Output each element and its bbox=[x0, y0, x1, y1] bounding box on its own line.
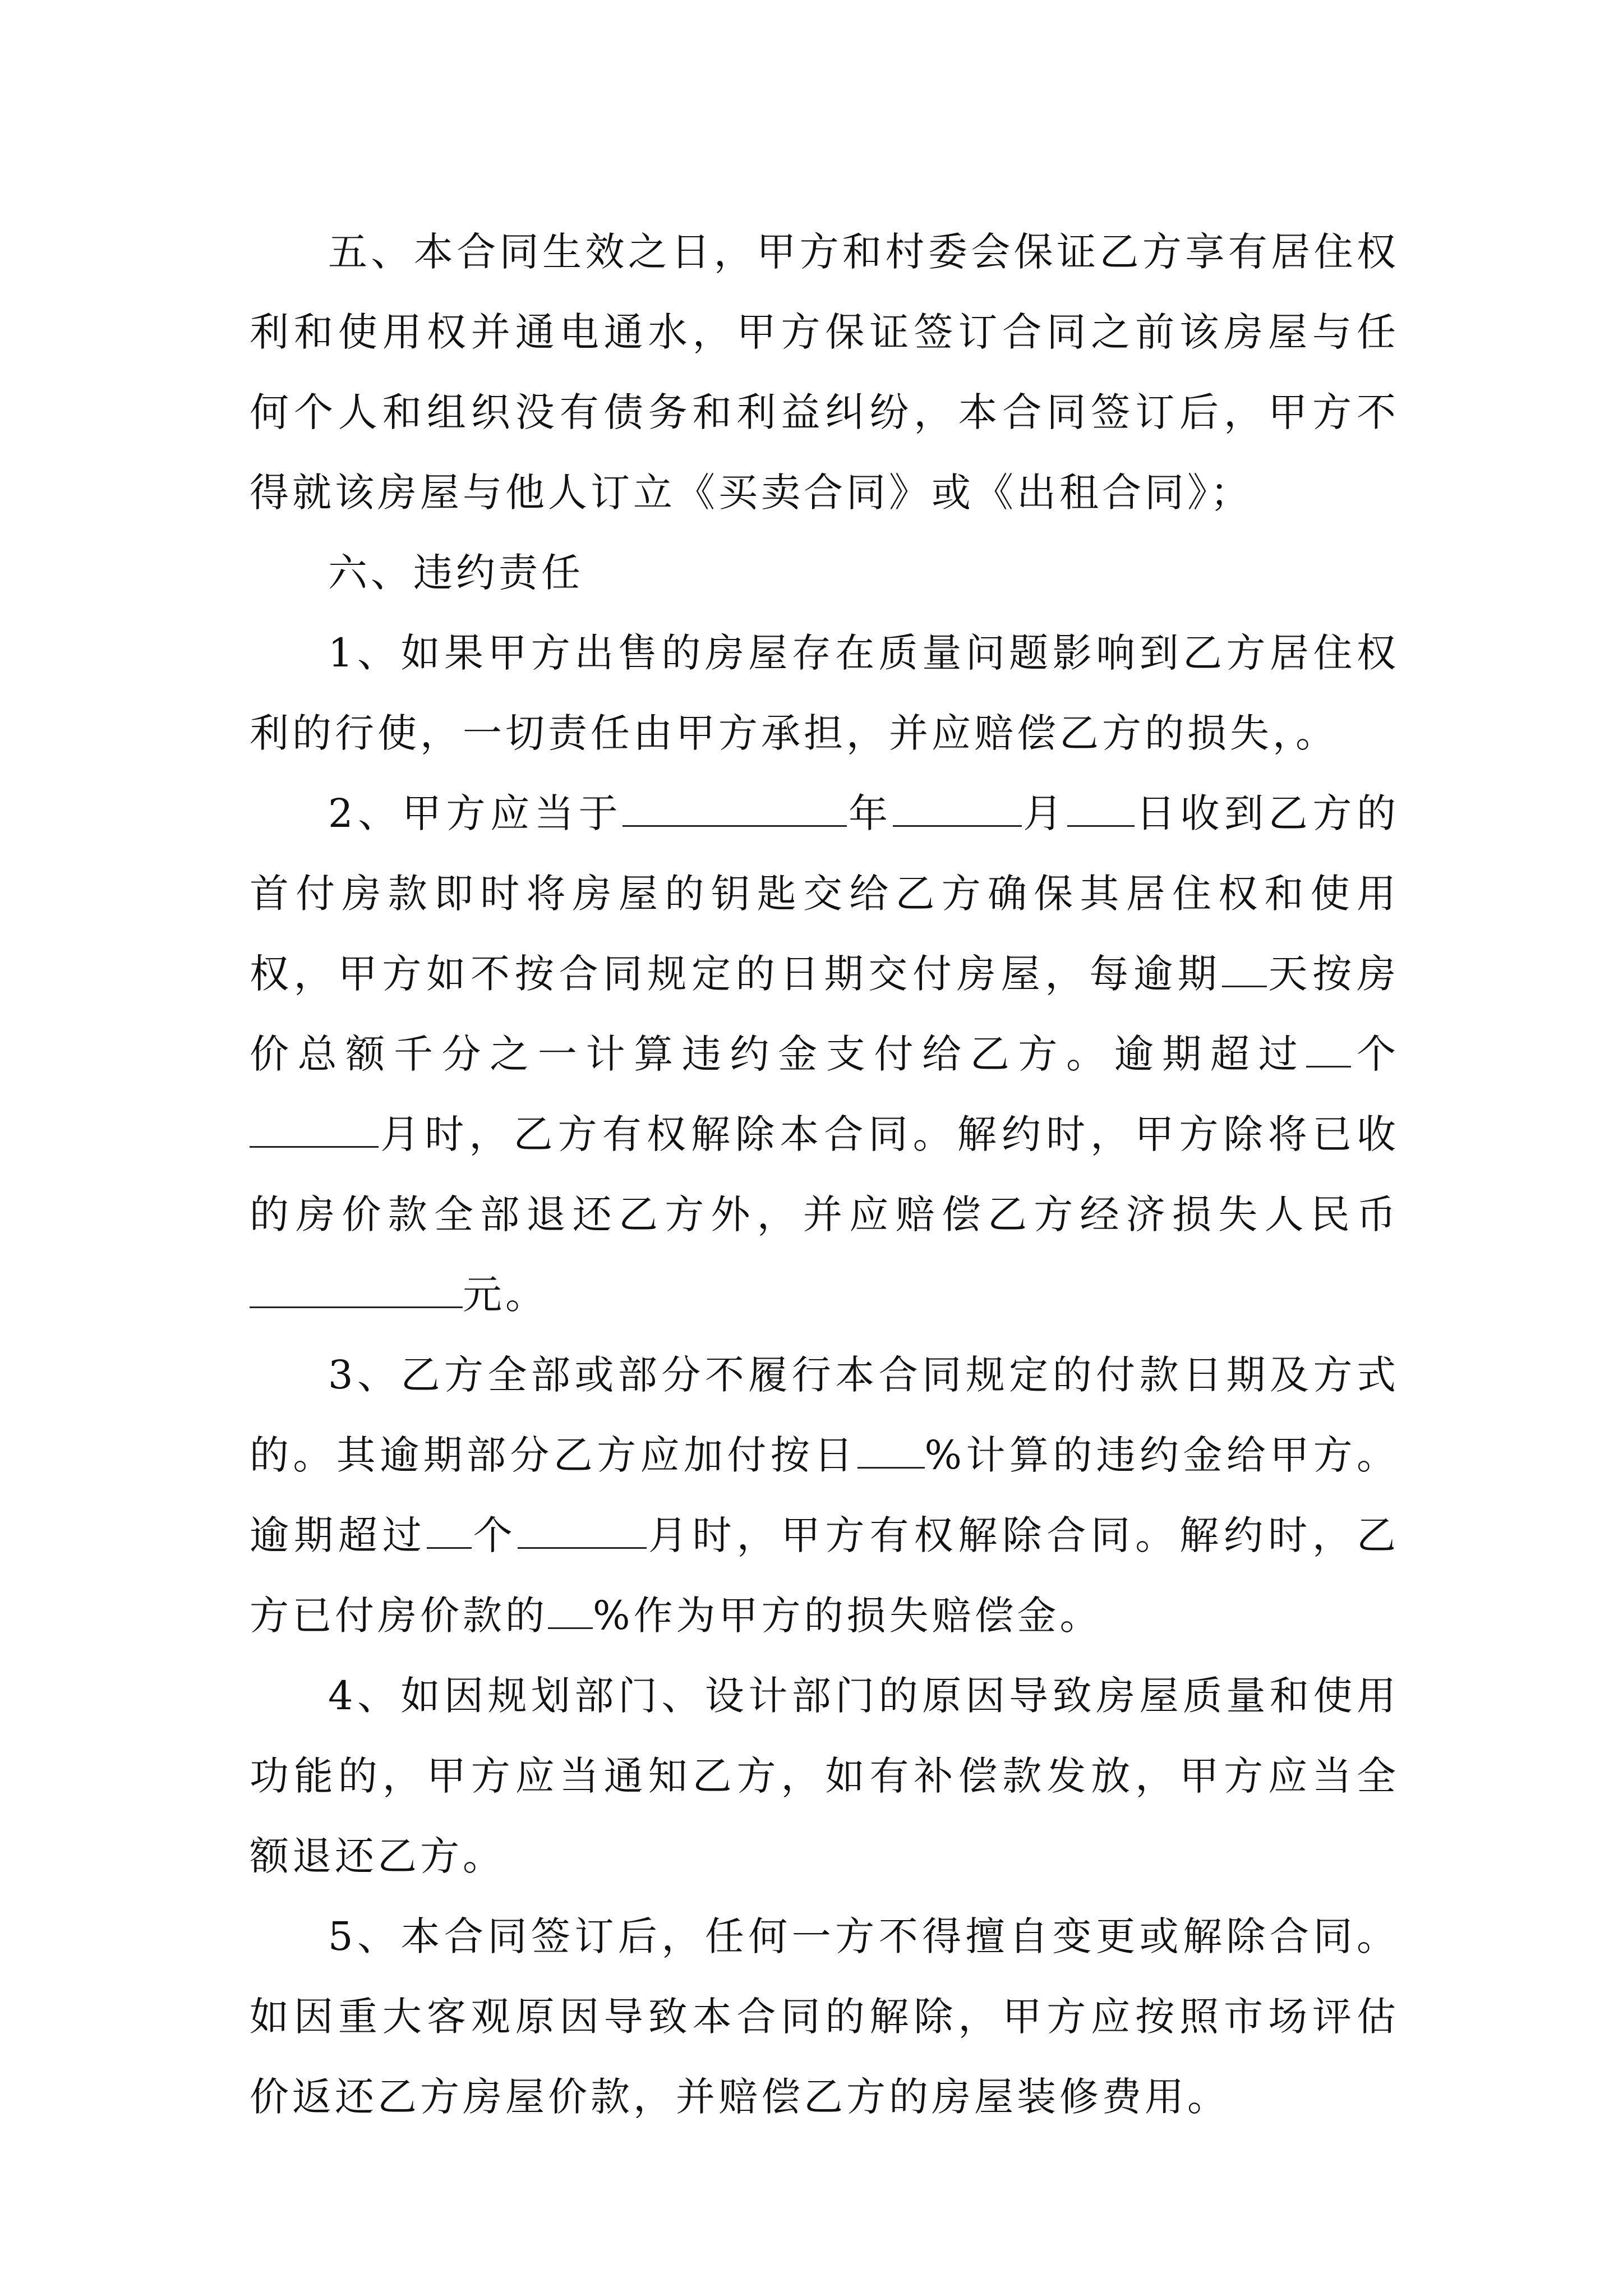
liability-item-2 bbox=[250, 774, 1399, 1335]
item-2-text-a: 2、甲方应当于 bbox=[328, 790, 623, 836]
clause-6-heading: 六、违约责任 bbox=[328, 550, 584, 596]
item-2-text-d: 日收到乙方的首付房款即时将房屋的钥匙交给乙方确保其居住权和使用权，甲方如不按合同规定的日期交付房屋，每逾期 bbox=[250, 790, 1400, 997]
item-3-text-c: 个 bbox=[471, 1512, 518, 1558]
item-2-text-c: 月 bbox=[1021, 790, 1067, 836]
overdue-count-blank-2 bbox=[427, 1516, 472, 1549]
month-blank bbox=[893, 794, 1022, 827]
liability-item-1: 1、如果甲方出售的房屋存在质量问题影响到乙方居住权利的行使，一切责任由甲方承担，并应赔偿乙方的损失，。 bbox=[250, 630, 1399, 756]
item-3-text-e: %作为甲方的损失赔偿金。 bbox=[593, 1593, 1103, 1639]
forfeit-percent-blank bbox=[548, 1596, 593, 1629]
liability-item-5: 5、本合同签订后，任何一方不得擅自变更或解除合同。如因重大客观原因导致本合同的解除，甲方应按照市场评估价返还乙方房屋价款，并赔偿乙方的房屋装修费用。 bbox=[250, 1913, 1399, 2120]
year-blank bbox=[623, 794, 847, 827]
day-blank bbox=[1067, 794, 1135, 827]
item-2-text-h: 元。 bbox=[463, 1272, 548, 1318]
item-2-text-e: 天按房价总额千分之一计算违约金支付给乙方。逾期超过 bbox=[250, 951, 1400, 1077]
item-3-text-a: 3、乙方全部或部分不履行本合同规定的付款日期及方式的。其逾期部分乙方应加付按日 bbox=[250, 1352, 1399, 1478]
item-3-text-d: 月时，甲方有权解除合同。解约时，乙方已付房价款的 bbox=[250, 1512, 1400, 1639]
item-3-text-b: %计算的违约金给甲方。逾期超过 bbox=[250, 1432, 1400, 1558]
liability-item-4: 4、如因规划部门、设计部门的原因导致房屋质量和使用功能的，甲方应当通知乙方，如有补偿款发放，甲方应当全额退还乙方。 bbox=[250, 1673, 1399, 1879]
item-2-text-f: 个 bbox=[1351, 1031, 1400, 1077]
overdue-months-blank-2 bbox=[518, 1516, 647, 1549]
document-body bbox=[250, 212, 1399, 2137]
overdue-months-blank bbox=[250, 1115, 379, 1148]
overdue-count-blank bbox=[1306, 1034, 1351, 1068]
compensation-amount-blank bbox=[250, 1275, 463, 1308]
overdue-days-blank bbox=[1222, 954, 1267, 987]
item-2-text-g: 月时，乙方有权解除本合同。解约时，甲方除将已收的房价款全部退还乙方外，并应赔偿乙方经济损失人民币 bbox=[250, 1111, 1399, 1237]
liability-item-3 bbox=[250, 1335, 1399, 1656]
clause-5-paragraph: 五、本合同生效之日，甲方和村委会保证乙方享有居住权利和使用权并通电通水，甲方保证签订合同之前该房屋与任何个人和组织没有债务和利益纠纷，本合同签订后，甲方不得就该房屋与他人订立《买卖合同》或《出租合同》； bbox=[250, 229, 1399, 516]
daily-rate-blank bbox=[857, 1435, 925, 1469]
item-2-text-b: 年 bbox=[847, 790, 893, 836]
